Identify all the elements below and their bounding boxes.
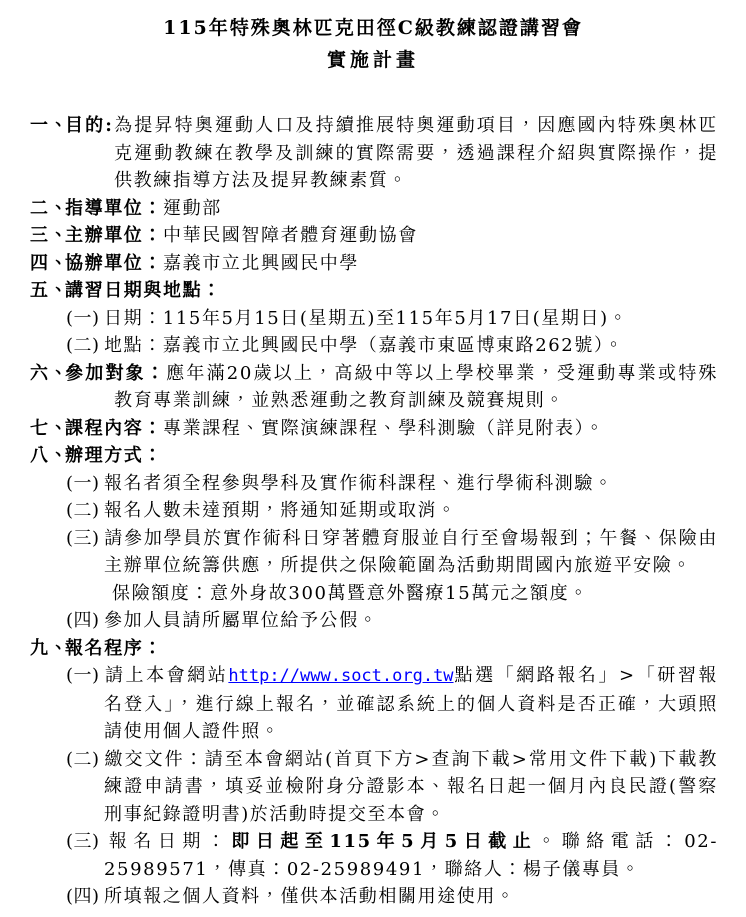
subitem-privacy [0, 883, 718, 911]
section-label: 參加對象： [65, 362, 167, 384]
section-label: 協辦單位： [65, 252, 163, 274]
section-text: 應年滿20歲以上，高級中等以上學校畢業，受運動專業或特殊教育專業訓練，並熟悉運動之教育訓練及競賽規則。 [114, 362, 719, 411]
section-label: 主辦單位： [65, 225, 163, 246]
section-number: 七、 [30, 417, 70, 439]
subitem-attendance-rule [0, 470, 718, 498]
subitem-text: 日期：115年5月15日(星期五)至115年5月17日(星期日)。 [104, 307, 629, 329]
section-number: 四、 [30, 252, 70, 274]
subitem-marker: (一) [66, 472, 100, 494]
section-number: 三、 [30, 225, 70, 246]
subitem-online-registration [0, 662, 718, 746]
section-number: 九、 [30, 637, 70, 659]
subitem-marker: (三) [66, 831, 100, 852]
section-label: 目的: [65, 115, 114, 136]
subitem-text: 請參加學員於實作術科日穿著體育服並自行至會場報到；午餐、保險由主辦單位統籌供應，所提供之保險範圍為活動期間國內旅遊平安險。 [104, 527, 718, 576]
subitem-text: 請上本會網站 [104, 665, 229, 686]
section-organizer [0, 222, 718, 250]
subitem-text: 。聯絡電話：02-25989571，傳真：02-25989491，聯絡人：楊子儀專員。 [104, 831, 718, 880]
subitem-text: 所填報之個人資料，僅供本活動相關用途使用。 [104, 886, 516, 907]
subitem-text: 參加人員請所屬單位給予公假。 [104, 610, 379, 631]
subitem-text: 點選「網路報名」>「研習報名登入」，進行線上報名，並確認系統上的個人資料是否正確，大頭照請使用個人證件照。 [104, 665, 718, 742]
subitem-date [0, 305, 718, 333]
section-number: 一、 [30, 115, 70, 136]
subitem-marker: (二) [66, 500, 100, 521]
section-co-organizer [0, 250, 718, 278]
subitem-deadline-contact [0, 828, 718, 883]
subitem-text: 報名日期： [104, 831, 232, 852]
soct-website-link[interactable]: http://www.soct.org.tw [228, 666, 454, 686]
section-number: 二、 [30, 197, 70, 219]
subitem-marker: (二) [66, 748, 100, 770]
registration-deadline: 即日起至115年5月5日截止 [231, 831, 538, 852]
section-label: 講習日期與地點： [65, 280, 222, 301]
section-date-location [0, 277, 718, 305]
section-registration [0, 635, 718, 663]
section-number: 六、 [30, 362, 70, 384]
section-participants [0, 360, 718, 415]
subitem-text: 繳交文件：請至本會網站(首頁下方>查詢下載>常用文件下載)下載教練證申請書，填妥並檢附身分證影本、報名日起一個月內良民證(警察刑事紀錄證明書)於活動時提交至本會。 [104, 748, 718, 825]
subitem-text: 地點：嘉義市立北興國民中學（嘉義市東區博東路262號）。 [104, 335, 625, 356]
section-text: 專業課程、實際演練課程、學科測驗（詳見附表）。 [163, 417, 605, 439]
subitem-official-leave [0, 607, 718, 635]
section-text: 中華民國智障者體育運動協會 [163, 225, 418, 246]
section-number: 五、 [30, 280, 70, 301]
section-procedures [0, 442, 718, 470]
section-number: 八、 [30, 445, 70, 466]
subitem-cancellation-rule [0, 497, 718, 525]
subitem-marker: (二) [66, 335, 100, 356]
subitem-text: 報名者須全程參與學科及實作術科課程、進行學術科測驗。 [104, 472, 614, 494]
document-subtitle: 實施計畫 [326, 49, 419, 71]
section-purpose [0, 112, 718, 195]
subitem-marker: (一) [66, 665, 100, 686]
section-label: 報名程序： [65, 637, 163, 659]
subitem-checkin-insurance [0, 525, 718, 608]
section-text: 運動部 [163, 197, 222, 219]
subitem-text: 報名人數未達預期，將通知延期或取消。 [104, 500, 457, 521]
subitem-marker: (四) [66, 886, 100, 907]
document-title: 115年特殊奧林匹克田徑C級教練認證講習會 [163, 17, 583, 39]
section-course-content [0, 415, 718, 443]
section-text: 嘉義市立北興國民中學 [163, 252, 359, 274]
subitem-marker: (一) [66, 307, 100, 329]
section-label: 課程內容： [65, 417, 163, 439]
document-body [0, 112, 746, 911]
insurance-coverage-note: 保險額度：意外身故300萬暨意外醫療15萬元之額度。 [112, 582, 589, 604]
subitem-marker: (四) [66, 610, 100, 631]
section-label: 辦理方式： [65, 445, 163, 466]
subitem-marker: (三) [66, 527, 100, 549]
subitem-documents [0, 746, 718, 829]
subitem-location [0, 332, 718, 360]
section-text: 為提昇特奧運動人口及持續推展特奧運動項目，因應國內特殊奧林匹克運動教練在教學及訓練的實際需要，透過課程介紹與實際操作，提供教練指導方法及提昇教練素質。 [113, 115, 718, 191]
section-label: 指導單位： [65, 197, 163, 219]
section-supervising-unit [0, 195, 718, 223]
